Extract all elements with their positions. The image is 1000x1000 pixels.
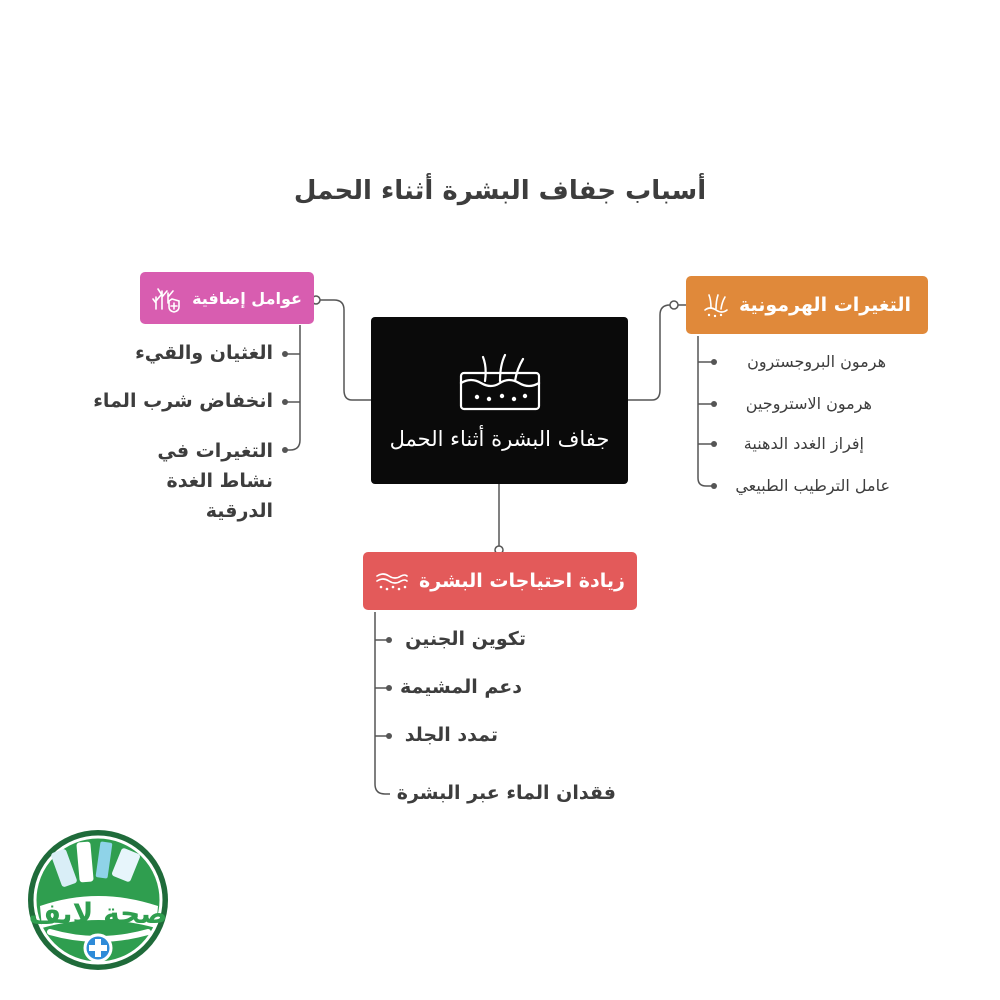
center-label: جفاف البشرة أثناء الحمل [389, 426, 610, 451]
branch-hormonal [686, 276, 928, 334]
connector-hormonal [628, 305, 686, 400]
center-node [371, 317, 628, 484]
site-logo [26, 828, 171, 977]
hormonal-item-1: هرمون البروجسترون [747, 352, 886, 371]
skin-item-3: تمدد الجلد [404, 724, 498, 746]
skin-item-2: دعم المشيمة [400, 676, 522, 698]
extra-item-2: انخفاض شرب الماء [93, 390, 273, 412]
branch-skin-needs-label: زيادة احتياجات البشرة [419, 570, 625, 592]
extra-item-1: الغثيان والقيء [135, 342, 273, 364]
skin-layers-icon [457, 351, 543, 413]
logo-text: صحة لايف [28, 897, 168, 930]
branch-extra [140, 272, 314, 324]
branch-hormonal-label: التغيرات الهرمونية [738, 294, 912, 316]
diagram-title: أسباب جفاف البشرة أثناء الحمل [293, 176, 707, 206]
connector-extra [316, 300, 371, 400]
branch-extra-label: عوامل إضافية [192, 288, 302, 308]
hormonal-item-2: هرمون الاستروجين [745, 394, 872, 413]
hormonal-item-3: إفراز الغدد الدهنية [743, 434, 864, 453]
extra-item-3: التغيرات في نشاط الغدة الدرقية [157, 440, 273, 522]
hormonal-item-4: عامل الترطيب الطبيعي [735, 476, 890, 495]
skin-item-4: فقدان الماء عبر البشرة [396, 782, 616, 804]
skin-item-1: تكوين الجنين [405, 628, 526, 650]
branch-skin-needs [363, 552, 637, 610]
medical-cross-icon [85, 935, 111, 961]
spine-hormonal [698, 336, 712, 486]
skin-protection-icon [152, 283, 182, 313]
skin-texture-icon [375, 570, 409, 592]
spine-extra [286, 325, 300, 450]
skin-hair-icon [703, 292, 729, 318]
